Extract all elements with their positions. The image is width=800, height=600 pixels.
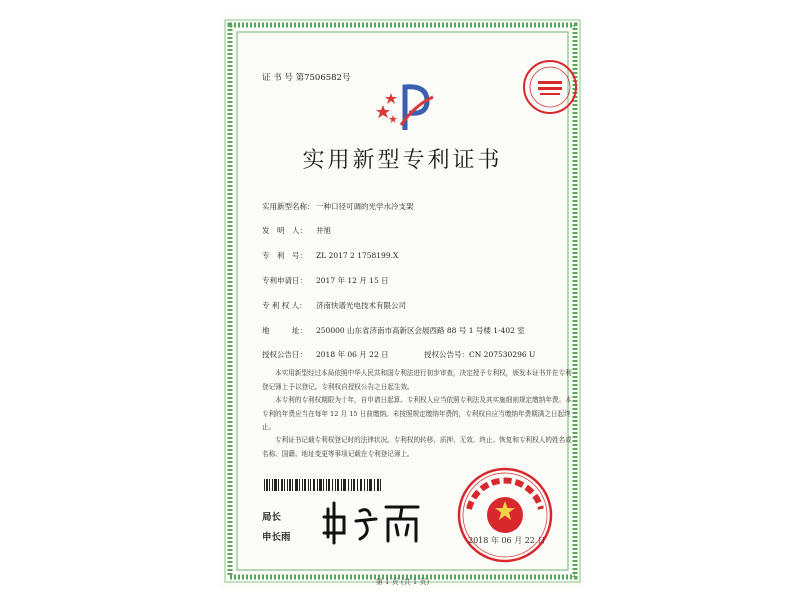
field-value: CN 207530296 U [469,350,536,359]
office-stamp-icon [520,57,580,117]
paragraph-registration: 专利证书记载专利权登记时的法律状况。专利权的转移、质押、无效、终止、恢复和专利权人的姓名或名称、国籍、地址变更等事项记载在专利登记簿上。 [262,436,572,458]
field-label: 专利申请日： [262,276,307,285]
field-publication-number [424,349,535,360]
field-label: 专 利 权 人： [262,301,307,310]
field-label: 发 明 人： [262,226,307,235]
field-patent-number [262,250,398,261]
director-name: 申长雨 [262,532,291,543]
seal-date: 2018 年 06 月 22 日 [468,536,546,545]
field-value: ZL 2017 2 1758199.X [316,251,399,260]
certificate-title: 实用新型专利证书 [302,148,503,173]
official-seal-icon [455,465,555,565]
field-label: 地 址： [262,326,307,335]
field-utility-name [262,201,414,212]
page-number: 第 1 页 (共 1 页) [375,578,430,586]
paragraph-grant: 本实用新型经过本局依照中华人民共和国专利法进行初步审查，决定授予专利权，颁发本证书并在专利登记簿上予以登记。专利权自授权公告之日起生效。 [262,369,572,391]
field-application-date [262,275,389,286]
field-label: 实用新型名称： [262,202,315,211]
field-value: 2018 年 06 月 22 日 [316,350,389,359]
field-patentee [262,300,406,311]
field-value: 一种口径可调的光学水冷支架 [316,202,414,211]
barcode-icon [264,479,382,491]
paragraph-term: 本专利的专利权期限为十年，自申请日起算。专利权人应当依照专利法及其实施细则规定缴纳年费。本专利的年费应当在每年 12 月 15 日前缴纳。未按照规定缴纳年费的，专利权自应当缴纳年费期满之日起终止。 [262,396,572,431]
field-grant-date [262,349,389,360]
field-address [262,325,525,336]
field-value: 2017 年 12 月 15 日 [316,276,389,285]
field-label: 专 利 号： [262,251,307,260]
field-inventor [262,225,331,236]
patent-office-logo-icon [375,75,435,135]
director-title: 局长 [262,512,282,523]
certificate-number: 证 书 号 第7506582号 [262,73,351,83]
signature-icon [320,499,430,545]
field-value: 井旭 [316,226,331,235]
field-label: 授权公告日： [262,350,307,359]
field-value: 250000 山东省济南市高新区会展西路 88 号 1 号楼 1-402 室 [316,326,525,335]
field-label: 授权公告号： [424,350,469,359]
patent-certificate [220,15,585,587]
field-value: 济南快谱光电技术有限公司 [316,301,406,310]
